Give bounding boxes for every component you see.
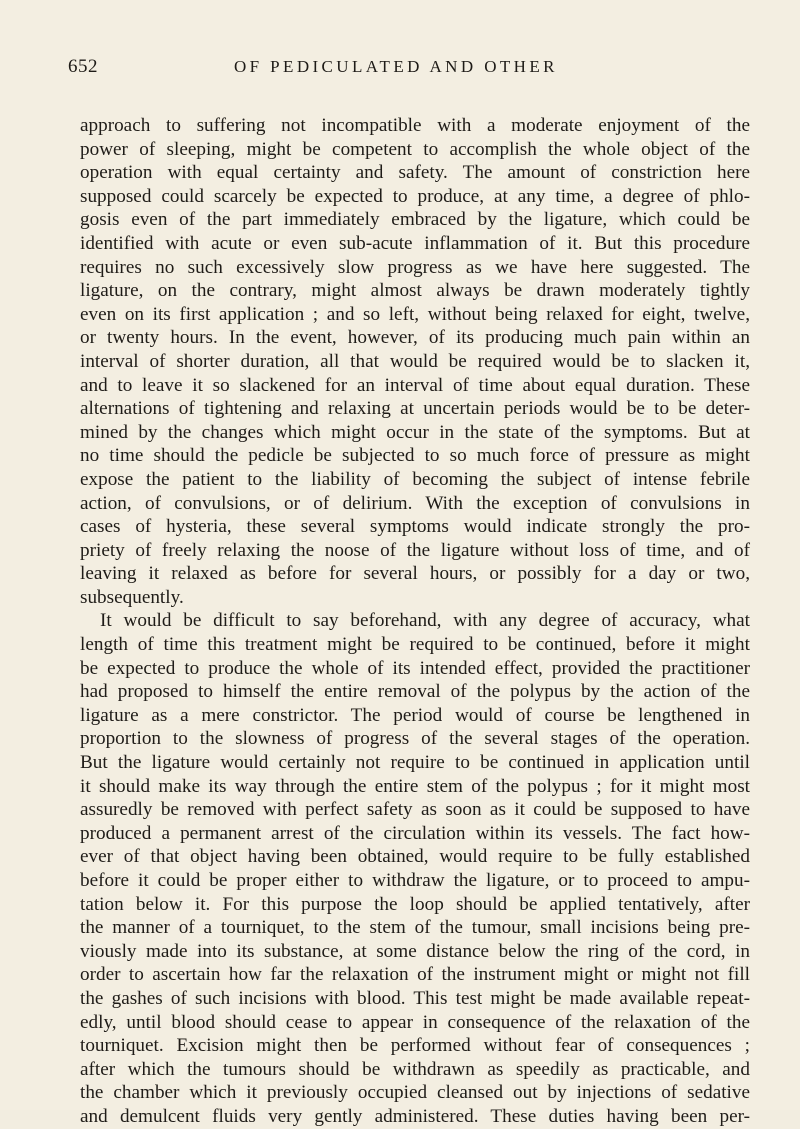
text-line: ligature, on the contrary, might almost always be drawn moderately tightly xyxy=(80,280,750,302)
text-line: or twenty hours. In the event, however, of its producing much pain within an xyxy=(80,327,750,349)
text-line: no time should the pedicle be subjected to so much force of pressure as might xyxy=(80,445,750,467)
text-line: after which the tumours should be withdrawn as speedily as practicable, and xyxy=(80,1058,750,1080)
text-line: be expected to produce the whole of its intended effect, provided the practitioner xyxy=(80,657,750,679)
page-header xyxy=(0,56,800,86)
text-line: cases of hysteria, these several symptoms would indicate strongly the pro- xyxy=(80,516,750,538)
text-line: requires no such excessively slow progress as we have here suggested. The xyxy=(80,256,750,278)
text-line: interval of shorter duration, all that would be required would be to slacken it, xyxy=(80,350,750,372)
text-line: order to ascertain how far the relaxation of the instrument might or might not fill xyxy=(80,964,750,986)
text-line: proportion to the slowness of progress of the several stages of the operation. xyxy=(80,728,750,750)
body-text xyxy=(80,114,750,1129)
text-line: before it could be proper either to withdraw the ligature, or to proceed to ampu- xyxy=(80,870,750,891)
text-line: tation below it. For this purpose the loop should be applied tentatively, after xyxy=(80,893,750,915)
text-line: But the ligature would certainly not require to be continued in application until xyxy=(80,752,750,774)
text-line: length of time this treatment might be required to be continued, before it might xyxy=(80,634,750,656)
text-line: and demulcent fluids very gently administered. These duties having been per- xyxy=(80,1105,750,1127)
page-number: 652 xyxy=(68,56,98,77)
text-line: the manner of a tourniquet, to the stem of the tumour, small incisions being pre- xyxy=(80,917,750,939)
text-line: approach to suffering not incompatible with a moderate enjoyment of the xyxy=(80,115,750,136)
text-line: supposed could scarcely be expected to produce, at any time, a degree of phlo- xyxy=(80,185,750,207)
text-line: priety of freely relaxing the noose of the ligature without loss of time, and of xyxy=(80,539,750,561)
text-line: the chamber which it previously occupied cleansed out by injections of sedative xyxy=(80,1082,750,1104)
text-line: alternations of tightening and relaxing at uncertain periods would be to be deter- xyxy=(80,398,750,420)
text-line: power of sleeping, might be competent to accomplish the whole object of the xyxy=(80,138,750,160)
text-line: ever of that object having been obtained, would require to be fully established xyxy=(80,846,750,868)
text-line: had proposed to himself the entire removal of the polypus by the action of the xyxy=(80,681,750,703)
text-line: gosis even of the part immediately embraced by the ligature, which could be xyxy=(80,209,750,231)
text-line: action, of convulsions, or of delirium. With the exception of convulsions in xyxy=(80,492,750,514)
text-line: produced a permanent arrest of the circulation within its vessels. The fact how- xyxy=(80,822,750,844)
text-line: even on its first application ; and so left, without being relaxed for eight, twelve, xyxy=(80,303,750,325)
text-line: expose the patient to the liability of becoming the subject of intense febrile xyxy=(80,468,750,490)
text-line: identified with acute or even sub-acute inflammation of it. But this procedure xyxy=(80,232,750,254)
text-line: operation with equal certainty and safety. The amount of constriction here xyxy=(80,162,750,184)
text-line: edly, until blood should cease to appear in consequence of the relaxation of the xyxy=(80,1011,750,1033)
text-line: and to leave it so slackened for an interval of time about equal duration. These xyxy=(80,374,750,396)
text-line: viously made into its substance, at some distance below the ring of the cord, in xyxy=(80,940,750,962)
text-line: assuredly be removed with perfect safety as soon as it could be supposed to have xyxy=(80,799,750,821)
text-line: ligature as a mere constrictor. The period would of course be lengthened in xyxy=(80,704,750,726)
text-line: it should make its way through the entire stem of the polypus ; for it might most xyxy=(80,775,750,797)
running-title: OF PEDICULATED AND OTHER xyxy=(234,57,558,76)
text-line: the gashes of such incisions with blood. This test might be made available repeat- xyxy=(80,987,750,1009)
text-line: subsequently. xyxy=(80,586,184,608)
text-line: tourniquet. Excision might then be performed without fear of consequences ; xyxy=(80,1035,750,1057)
text-line: mined by the changes which might occur in the state of the symptoms. But at xyxy=(80,421,750,443)
text-line: It would be difficult to say beforehand, with any degree of accuracy, what xyxy=(100,610,750,632)
text-line: leaving it relaxed as before for several hours, or possibly for a day or two, xyxy=(80,563,750,585)
